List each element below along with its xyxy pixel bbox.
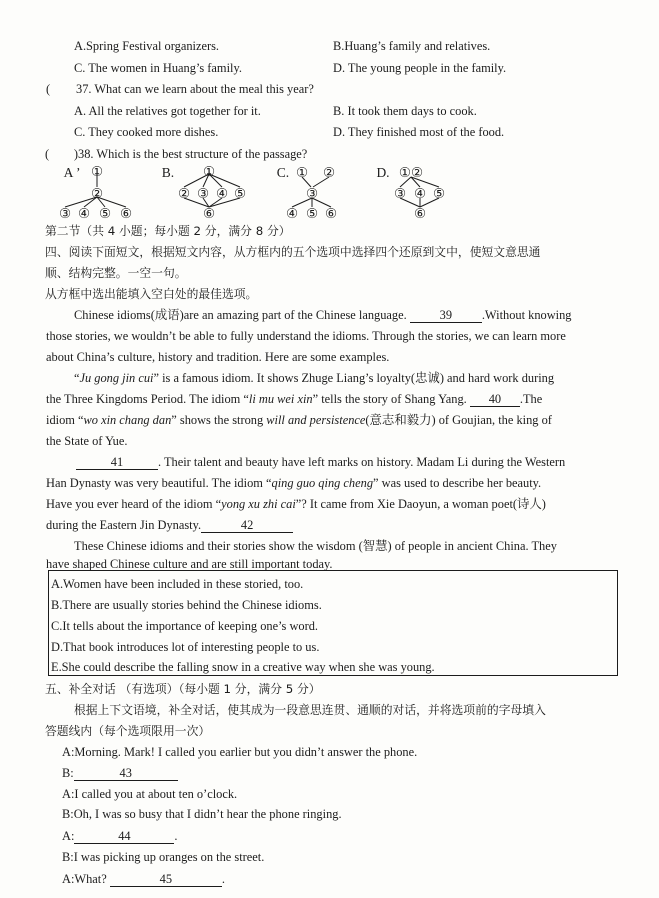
text: Chinese idioms(成语)are an amazing part of the Chinese language. bbox=[74, 308, 410, 322]
diagram-node-2: ② bbox=[322, 165, 336, 180]
q37-paren: ( bbox=[46, 82, 51, 96]
q36-option-b: B.Huang’s family and relatives. bbox=[333, 39, 491, 53]
diagram-node-5: ⑤ bbox=[98, 206, 112, 221]
text: . bbox=[221, 872, 225, 886]
dialog-line-5 bbox=[62, 828, 178, 844]
passage-p1-line1 bbox=[74, 307, 572, 323]
dialog-line-6: B:I was picking up oranges on the street. bbox=[62, 850, 265, 864]
diagram-node-1: ① bbox=[90, 164, 104, 179]
text: Have you ever heard of the idiom “ bbox=[46, 497, 222, 511]
blank-41[interactable]: 41 bbox=[76, 455, 158, 470]
passage-p3-line4 bbox=[46, 517, 293, 533]
blank-44[interactable]: 44 bbox=[74, 829, 174, 844]
options-box bbox=[48, 570, 618, 676]
diagram-a-label: A ’ bbox=[63, 165, 81, 180]
q36-option-d: D. The young people in the family. bbox=[333, 61, 507, 75]
diagram-d-label: D. bbox=[376, 165, 390, 180]
diagram-c-label: C. bbox=[276, 165, 290, 180]
section4-instruction: 从方框中选出能填入空白处的最佳选项。 bbox=[45, 287, 258, 301]
text: ” was used to describe her beauty. bbox=[373, 476, 542, 490]
section5-instruction: 根据上下文语境，补全对话，使其成为一段意思连贯、通顺的对话，并将选项前的字母填入 bbox=[74, 703, 546, 717]
option-b: B.There are usually stories behind the Chinese idioms. bbox=[51, 598, 322, 612]
diagram-node-4: ④ bbox=[77, 206, 91, 221]
dialog-line-7 bbox=[62, 871, 225, 887]
text: . bbox=[174, 829, 178, 843]
q36-option-c: C. The women in Huang’s family. bbox=[74, 61, 242, 75]
option-a: A.Women have been included in these storied, too. bbox=[51, 577, 304, 591]
passage-p3-line3 bbox=[46, 496, 546, 512]
speaker: B: bbox=[62, 766, 74, 780]
speaker: A:What? bbox=[62, 872, 110, 886]
diagram-node-6: ⑥ bbox=[324, 206, 338, 221]
blank-43[interactable]: 43 bbox=[74, 766, 178, 781]
idiom-pinyin: wo xin chang dan bbox=[83, 413, 172, 427]
section4-title: 四、阅读下面短文，根据短文内容，从方框内的五个选项中选择四个还原到文中，使短文意思通 bbox=[45, 245, 541, 259]
text: during the Eastern Jin Dynasty. bbox=[46, 518, 202, 532]
q38-stem: ( )38. Which is the best structure of the passage? bbox=[45, 147, 308, 161]
text: . Their talent and beauty have left marks on history. Madam Li during the Western bbox=[158, 455, 566, 469]
idiom-pinyin: li mu wei xin bbox=[248, 392, 313, 406]
passage-p3-line2 bbox=[46, 475, 541, 491]
diagram-node-6: ⑥ bbox=[119, 206, 133, 221]
q37-option-d: D. They finished most of the food. bbox=[333, 125, 505, 139]
diagram-node-3: ③ bbox=[393, 186, 407, 201]
diagram-node-6: ⑥ bbox=[413, 206, 427, 221]
blank-45[interactable]: 45 bbox=[110, 872, 222, 887]
text: the Three Kingdoms Period. The idiom “ bbox=[46, 392, 249, 406]
passage-p4-line2: have shaped Chinese culture and are still important today. bbox=[46, 557, 333, 571]
blank-40[interactable]: 40 bbox=[470, 392, 520, 407]
passage-p1-line3: about China’s culture, history and tradition. Here are some examples. bbox=[46, 350, 390, 364]
diagram-node-6: ⑥ bbox=[202, 206, 216, 221]
diagram-node-4: ④ bbox=[413, 186, 427, 201]
passage-p3-line1 bbox=[76, 454, 565, 470]
text: idiom “ bbox=[46, 413, 84, 427]
diagram-node-4: ④ bbox=[215, 186, 229, 201]
blank-39[interactable]: 39 bbox=[410, 308, 482, 323]
dialog-line-3: A:I called you at about ten o’clock. bbox=[62, 787, 238, 801]
dialog-line-1: A:Morning. Mark! I called you earlier but you didn’t answer the phone. bbox=[62, 745, 418, 759]
text: .The bbox=[519, 392, 543, 406]
section5-title: 五、补全对话 （有选项）（每小题 1 分，满分 5 分） bbox=[45, 682, 321, 696]
text: (意志和毅力) of Goujian, the king of bbox=[365, 413, 552, 427]
option-d: D.That book introduces lot of interesting people to us. bbox=[51, 640, 320, 654]
dialog-line-4: B:Oh, I was so busy that I didn’t hear the phone ringing. bbox=[62, 807, 342, 821]
text: Han Dynasty was very beautiful. The idiom “ bbox=[46, 476, 272, 490]
passage-p2-line2 bbox=[46, 391, 542, 407]
structure-diagrams bbox=[0, 160, 659, 222]
diagram-node-1: ① bbox=[295, 165, 309, 180]
diagram-node-5: ⑤ bbox=[233, 186, 247, 201]
diagram-node-2: ② bbox=[177, 186, 191, 201]
idiom-pinyin: yong xu zhi cai bbox=[221, 497, 296, 511]
q37-option-c: C. They cooked more dishes. bbox=[74, 125, 219, 139]
option-c: C.It tells about the importance of keeping one’s word. bbox=[51, 619, 319, 633]
text: ” is a famous idiom. It shows Zhuge Liang’s loyalty(忠诚) and hard work during bbox=[153, 371, 555, 385]
section2-header: 第二节（共 4 小题；每小题 2 分，满分 8 分） bbox=[45, 224, 291, 238]
text: will and persistence bbox=[266, 413, 366, 427]
idiom-pinyin: qing guo qing cheng bbox=[271, 476, 374, 490]
speaker: A: bbox=[62, 829, 75, 843]
diagram-node-3: ③ bbox=[196, 186, 210, 201]
idiom-pinyin: Ju gong jin cui bbox=[79, 371, 154, 385]
passage-p1-line2: those stories, we wouldn’t be able to fully understand the idioms. Through the stories, we can learn more bbox=[46, 329, 566, 343]
diagram-node-1: ① bbox=[202, 164, 216, 179]
diagram-node-5: ⑤ bbox=[305, 206, 319, 221]
q37-stem: 37. What can we learn about the meal this year? bbox=[76, 82, 314, 96]
q37-option-b: B. It took them days to cook. bbox=[333, 104, 477, 118]
diagram-node-4: ④ bbox=[285, 206, 299, 221]
q37-option-a: A. All the relatives got together for it. bbox=[74, 104, 261, 118]
passage-p2-line4: the State of Yue. bbox=[46, 434, 128, 448]
diagram-node-2: ② bbox=[90, 186, 104, 201]
passage-p4-line1: These Chinese idioms and their stories show the wisdom (智慧) of people in ancient China. They bbox=[74, 539, 557, 553]
passage-p2-line3 bbox=[46, 412, 552, 428]
diagram-node-3: ③ bbox=[58, 206, 72, 221]
text: ” tells the story of Shang Yang. bbox=[312, 392, 470, 406]
section5-instruction-cont: 答题线内（每个选项限用一次） bbox=[45, 724, 211, 738]
diagram-node-5: ⑤ bbox=[432, 186, 446, 201]
text: ”? It came from Xie Daoyun, a woman poet(诗人) bbox=[295, 497, 546, 511]
text: .Without knowing bbox=[481, 308, 572, 322]
dialog-line-2 bbox=[62, 765, 178, 781]
option-e: E.She could describe the falling snow in a creative way when she was young. bbox=[51, 660, 435, 674]
q36-option-a: A.Spring Festival organizers. bbox=[74, 39, 219, 53]
passage-p2-line1: “Ju gong jin cui” is a famous idiom. It shows Zhuge Liang’s loyalty(忠诚) and hard work during bbox=[74, 371, 555, 385]
section4-title-cont: 顺、结构完整。一空一句。 bbox=[45, 266, 187, 280]
diagram-node-3: ③ bbox=[305, 186, 319, 201]
diagram-b-label: B. bbox=[161, 165, 175, 180]
text: ” shows the strong bbox=[171, 413, 267, 427]
blank-42[interactable]: 42 bbox=[201, 518, 293, 533]
diagram-node-12: ①② bbox=[398, 165, 424, 180]
